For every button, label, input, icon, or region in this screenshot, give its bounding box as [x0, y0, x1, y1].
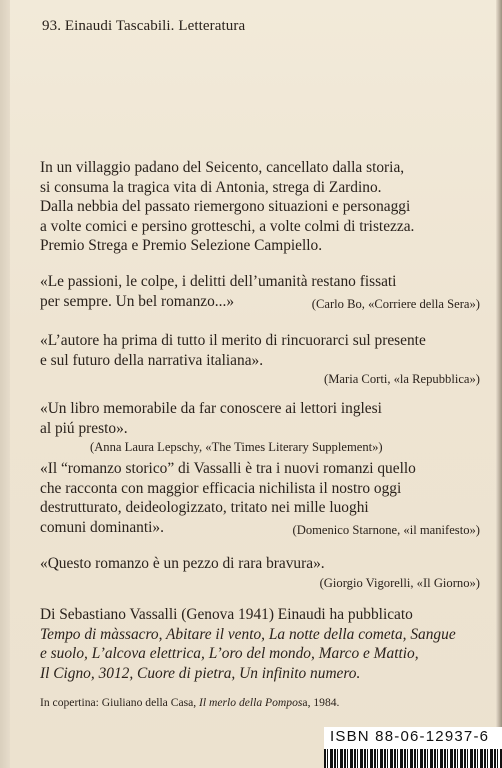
quote-line: al piú presto». — [40, 419, 128, 437]
bibliography-titles: Il Cigno, 3012, Cuore di pietra, Un infinito numero. — [40, 664, 361, 682]
quote-line: «Questo romanzo è un pezzo di rara bravura». — [40, 555, 325, 572]
bibliography-titles: e suolo, L’alcova elettrica, L’oro del mondo, Marco e Mattio, — [40, 645, 419, 662]
quote-source: (Maria Corti, «la Repubblica») — [324, 372, 480, 386]
quote-line: comuni dominanti». — [40, 518, 164, 536]
bibliography-intro: Di Sebastiano Vassalli (Genova 1941) Einaudi ha pubblicato — [40, 606, 413, 623]
quote-line: «Le passioni, le colpe, i delitti dell’umanità restano fissati — [40, 273, 397, 290]
quote-source: (Carlo Bo, «Corriere della Sera») — [311, 296, 480, 311]
cover-right-edge — [496, 0, 502, 768]
synopsis-line: In un villaggio padano del Seicento, cancellato dalla storia, — [40, 159, 405, 176]
quote-source: (Giorgio Vigorelli, «Il Giorno») — [319, 575, 480, 590]
quote-line: e sul futuro della narrativa italiana». — [40, 351, 264, 369]
quote-line: per sempre. Un bel romanzo...» — [40, 292, 235, 310]
cover-spine-edge — [0, 0, 10, 768]
synopsis-line: si consuma la tragica vita di Antonia, strega di Zardino. — [40, 178, 382, 196]
series-title: 93. Einaudi Tascabili. Letteratura — [42, 18, 246, 34]
isbn-number: ISBN 88-06-12937-6 — [330, 728, 490, 745]
quote-source: (Anna Laura Lepschy, «The Times Literary Supplement») — [90, 440, 383, 454]
review-quote — [40, 399, 490, 456]
review-quote — [40, 331, 490, 388]
quote-line: «L’autore ha prima di tutto il merito di rincuorarci sul presente — [40, 332, 426, 349]
quote-line: «Il “romanzo storico” di Vassalli è tra i nuovi romanzi quello — [40, 460, 416, 477]
bibliography-titles: Tempo di màssacro, Abitare il vento, La notte della cometa, Sangue — [40, 625, 456, 643]
synopsis-line: Premio Strega e Premio Selezione Campiello. — [40, 237, 323, 254]
review-quote — [40, 272, 490, 313]
credit-prefix: In copertina: Giuliano della Casa, — [40, 696, 200, 709]
author-bibliography — [40, 605, 490, 683]
credit-suffix: a, 1984. — [302, 696, 340, 709]
credit-title: Il merlo della Pompos — [199, 696, 303, 709]
quote-source: (Domenico Starnone, «il manifesto») — [292, 522, 480, 537]
synopsis-line: a volte comici e persino grotteschi, a volte colmi di tristezza. — [40, 217, 415, 235]
synopsis — [40, 158, 480, 256]
quote-line: che racconta con maggior efficacia nichilista il nostro oggi — [40, 479, 402, 497]
review-quote — [40, 459, 490, 539]
review-quote — [40, 554, 490, 592]
synopsis-line: Dalla nebbia del passato riemergono situazioni e personaggi — [40, 198, 411, 215]
quote-last-row — [40, 518, 490, 538]
barcode — [324, 749, 502, 768]
quote-last-row — [40, 292, 490, 312]
cover-credit — [40, 696, 339, 709]
quote-line: destrutturato, deideologizzato, tritato nei mille luoghi — [40, 499, 369, 516]
quote-line: «Un libro memorabile da far conoscere ai lettori inglesi — [40, 400, 382, 417]
